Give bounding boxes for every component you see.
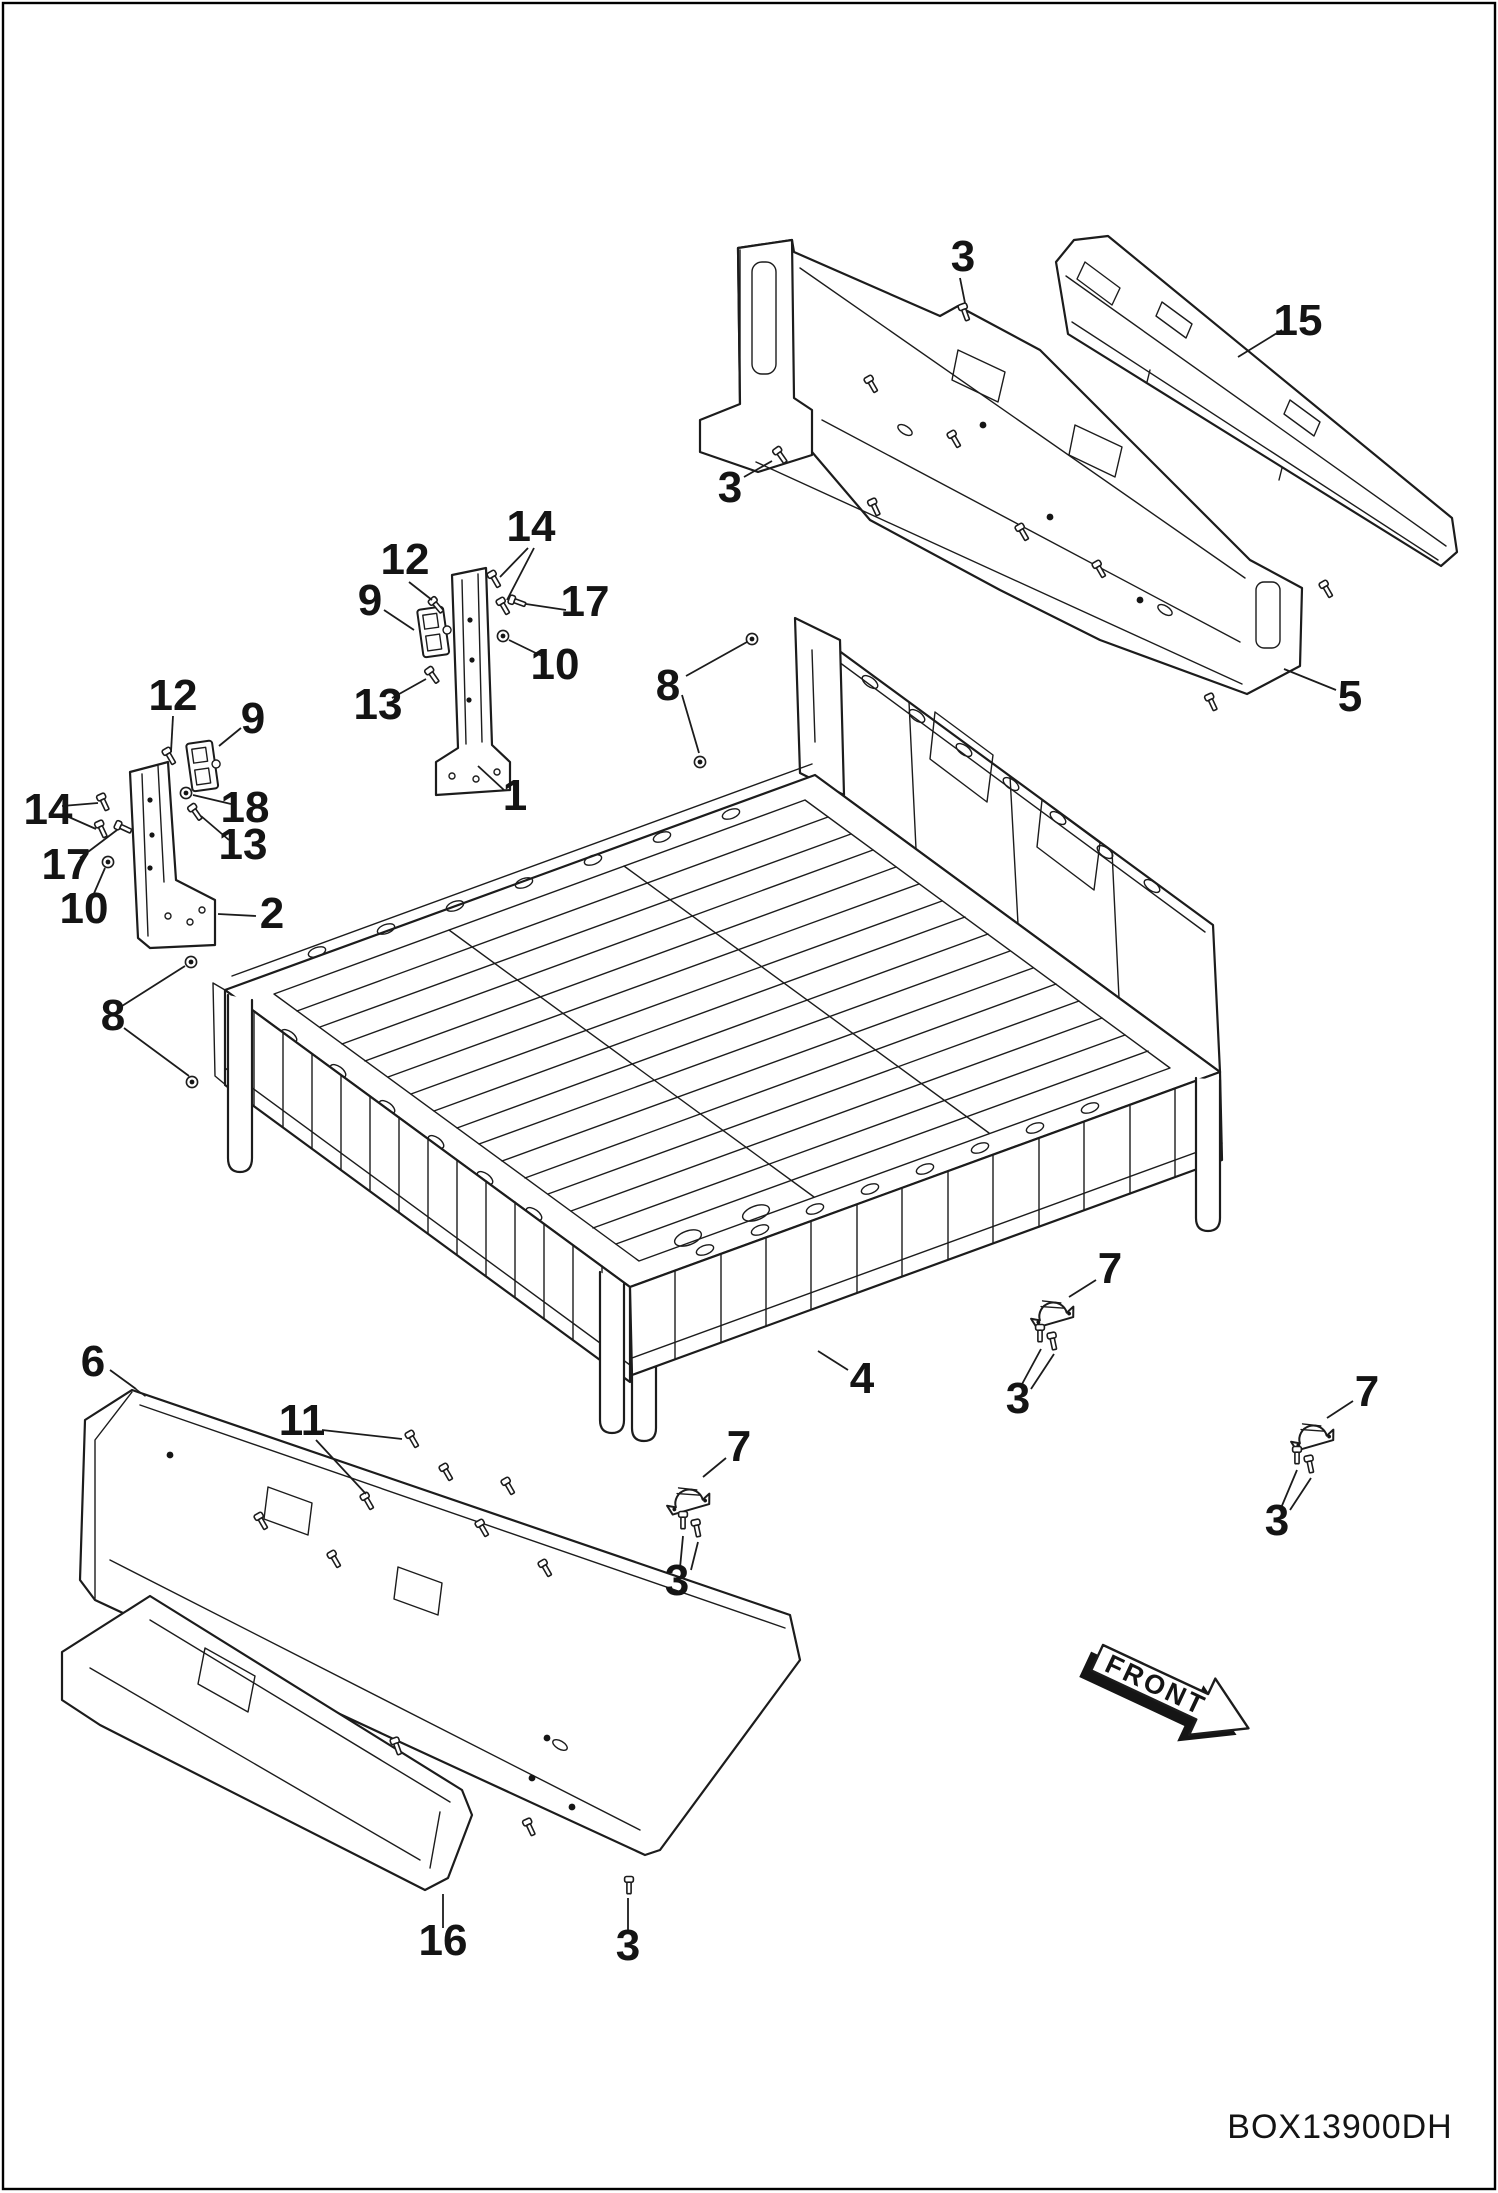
callout-10-a: 10	[530, 640, 580, 689]
callout-11: 11	[278, 1396, 326, 1445]
latch-part9-b	[186, 740, 223, 792]
callout-13-b: 13	[218, 820, 268, 869]
callout-3-left: 3	[717, 463, 743, 512]
callout-12-b: 12	[148, 671, 198, 720]
callout-14-b: 14	[23, 785, 73, 834]
callout-10-b: 10	[59, 884, 109, 933]
callout-7-c: 7	[1354, 1367, 1380, 1416]
callout-18: 18	[220, 783, 270, 832]
callout-8-upper: 8	[655, 661, 681, 710]
callout-2: 2	[259, 889, 285, 938]
callout-6: 6	[80, 1337, 106, 1386]
callout-4: 4	[849, 1354, 875, 1403]
callout-17-a: 17	[560, 577, 610, 626]
callout-14-a: 14	[506, 502, 556, 551]
callout-5: 5	[1337, 672, 1363, 721]
callout-15: 15	[1273, 296, 1323, 345]
clamp-part7-b	[1027, 1293, 1076, 1328]
callout-3-bottom: 3	[615, 1921, 641, 1970]
callout-16: 16	[418, 1916, 468, 1965]
front-direction-arrow	[1072, 1626, 1261, 1766]
latch-part9-a	[417, 606, 454, 658]
callout-9-b: 9	[240, 694, 266, 743]
callout-1: 1	[502, 771, 528, 820]
front-arrow-label: FRONT	[1100, 1648, 1212, 1722]
callout-12-a: 12	[380, 535, 430, 584]
callout-8-lower: 8	[100, 991, 126, 1040]
clamp-part7-a	[663, 1480, 712, 1515]
callout-3-clamp-a: 3	[664, 1556, 690, 1605]
callout-7-b: 7	[1097, 1244, 1123, 1293]
callout-7-a: 7	[726, 1422, 752, 1471]
callout-17-b: 17	[41, 840, 91, 889]
front-panel-part5	[700, 240, 1302, 694]
callout-3-clamp-c: 3	[1264, 1496, 1290, 1545]
callout-9-a: 9	[357, 576, 383, 625]
callout-3-clamp-b: 3	[1005, 1374, 1031, 1423]
callout-13-a: 13	[353, 680, 403, 729]
drawing-code: BOX13900DH	[1227, 2108, 1453, 2146]
callout-3-top: 3	[950, 232, 976, 281]
